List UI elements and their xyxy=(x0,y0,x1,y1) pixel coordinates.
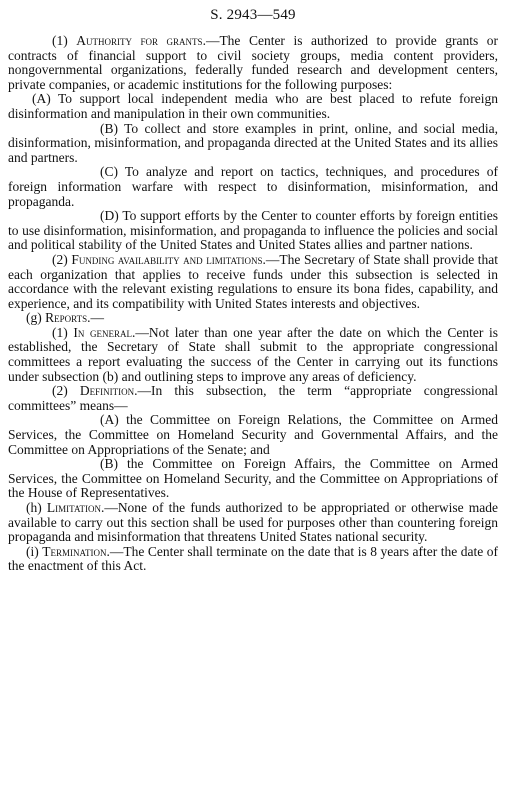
paragraph-text: (A) To support local independent media who are best placed to refute foreign disinformation and manipulation in their own communities. xyxy=(8,91,498,121)
paragraph-text: .—The Center is authorized to provide grants or contracts of financial support to civil society groups, media content providers, nongovernmental organizations, federally funded research and development centers, private companies, or academic institutions for the following purposes: xyxy=(8,33,498,92)
paragraph-authority-for-grants xyxy=(8,34,498,92)
paragraph-purpose-a xyxy=(0,92,498,121)
paragraph-heading: Funding availability and limitations xyxy=(71,251,263,267)
paragraph-text: .—None of the funds authorized to be appropriated or otherwise made available to carry out this section shall be used for purposes other than countering foreign propaganda and misinformation that threatens United States national security. xyxy=(8,500,498,545)
paragraph-committees-senate xyxy=(8,413,498,457)
paragraph-committees-house xyxy=(8,457,498,501)
paragraph-heading: In general xyxy=(73,324,132,340)
paragraph-heading: Definition xyxy=(79,383,135,399)
paragraph-definition xyxy=(8,384,498,413)
paragraph-text: (D) To support efforts by the Center to counter efforts by foreign entities to use disinformation, misinformation, and propaganda to influence the policies and social and political stability of the United States and United States allies and partner nations. xyxy=(8,208,498,253)
paragraph-heading: Limitation xyxy=(46,500,101,515)
paragraph-text: (B) the Committee on Foreign Affairs, the Committee on Armed Services, the Committee on Homeland Security, and the Committee on Appropriations of the House of Representatives. xyxy=(8,456,498,501)
paragraph-purpose-b xyxy=(8,122,498,166)
page-header: S. 2943—549 xyxy=(210,7,296,23)
paragraph-text: .—The Secretary of State shall provide that each organization that applies to receive funds under this subsection is selected in accordance with the relevant existing regulations to ensure its bona fides, capability, and experience, and its compatibility with United States interests and objectives. xyxy=(8,251,498,311)
paragraph-text: .—The Center shall terminate on the date that is 8 years after the date of the enactment of this Act. xyxy=(8,543,498,574)
paragraph-limitation xyxy=(8,501,498,545)
paragraph-text: (B) To collect and store examples in print, online, and social media, disinformation, misinformation, and propaganda directed at the United States and its allies and partners. xyxy=(8,120,498,165)
paragraph-funding-availability xyxy=(8,253,498,311)
paragraph-text: .—In this subsection, the term “appropriate congressional committees” means— xyxy=(8,383,498,413)
paragraph-lead: (2) xyxy=(52,251,72,267)
paragraph-purpose-c xyxy=(8,165,498,209)
paragraph-heading: Termination xyxy=(42,543,107,559)
paragraph-termination xyxy=(8,545,498,574)
paragraph-lead: (1) xyxy=(52,324,74,340)
paragraph-lead: (h) xyxy=(26,500,47,515)
paragraph-text: .—Not later than one year after the date on which the Center is established, the Secretary of State shall submit to the appropriate congressional committees a report evaluating the success of the Center in carrying out its functions under subsection (b) and outlining steps to improve any areas of deficiency. xyxy=(8,324,499,384)
paragraph-heading: Authority for grants xyxy=(76,33,203,48)
paragraph-heading: Reports xyxy=(45,310,88,326)
paragraph-lead: (1) xyxy=(52,33,77,48)
paragraph-purpose-d xyxy=(8,209,498,253)
paragraph-text: (A) the Committee on Foreign Relations, the Committee on Armed Services, the Committee on Homeland Security and Governmental Affairs, and the Committee on Appropriations of the Senate; and xyxy=(8,412,498,457)
paragraph-text: (C) To analyze and report on tactics, techniques, and procedures of foreign information warfare with respect to disinformation, misinformation, and propaganda. xyxy=(8,164,498,209)
paragraph-lead: (g) xyxy=(26,310,46,326)
paragraph-lead: (i) xyxy=(26,543,43,559)
paragraph-text: .— xyxy=(87,310,104,326)
paragraph-in-general xyxy=(8,326,498,384)
paragraph-lead: (2) xyxy=(52,383,80,399)
paragraph-reports xyxy=(8,311,498,326)
